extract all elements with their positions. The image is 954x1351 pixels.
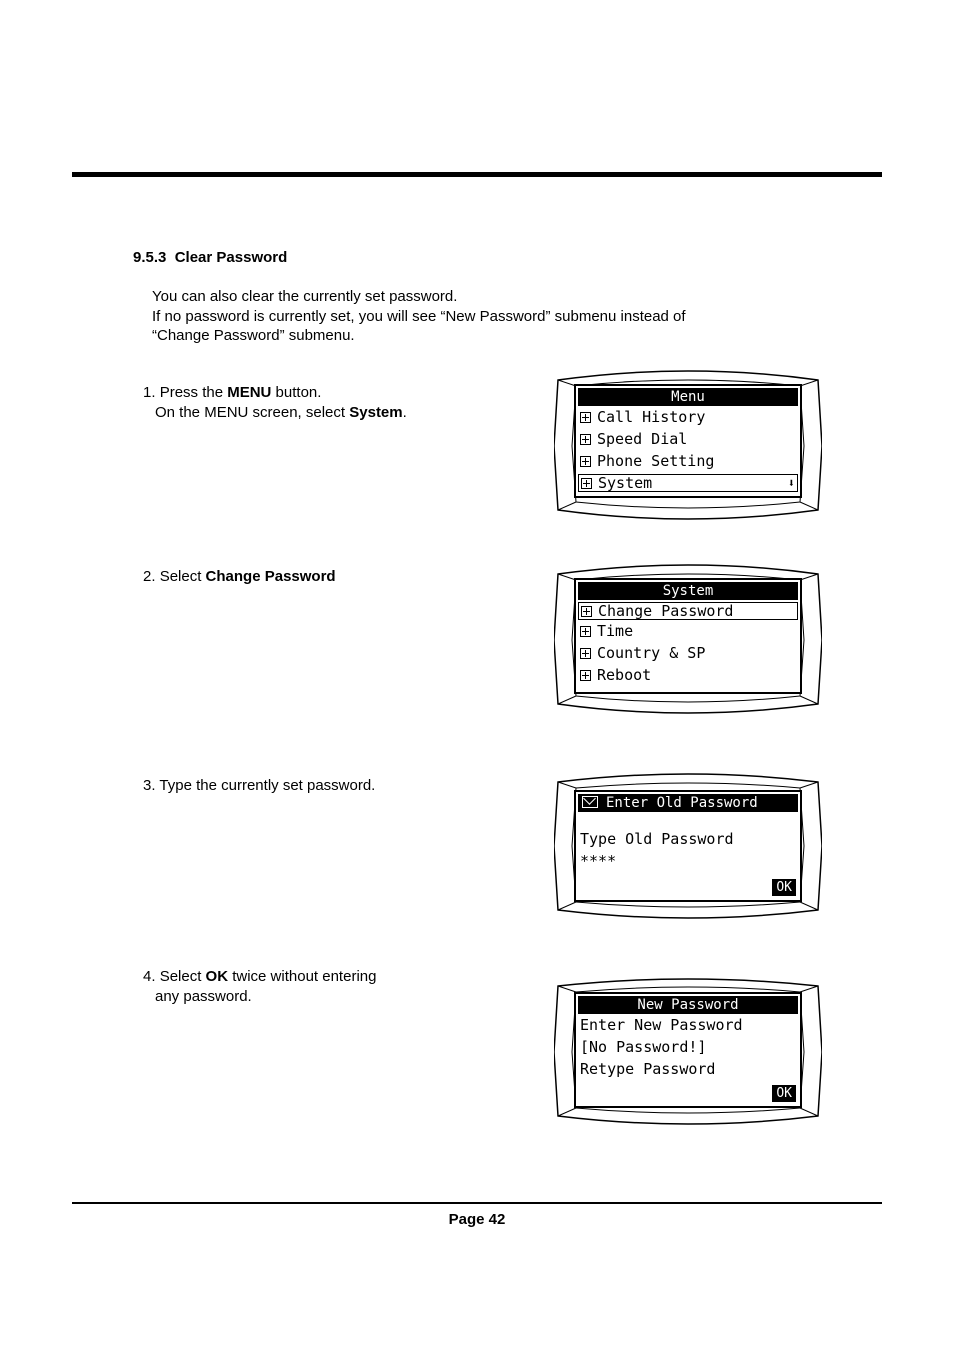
ok-button[interactable]: OK bbox=[772, 1085, 796, 1102]
menu-item-label: Change Password bbox=[598, 602, 734, 620]
menu-item-label: System bbox=[598, 474, 653, 492]
lcd-menu-screen bbox=[554, 366, 822, 522]
lcd-system-screen bbox=[554, 560, 822, 716]
plus-box-icon bbox=[580, 626, 591, 637]
step-key-term: System bbox=[349, 403, 403, 421]
lcd-title: System bbox=[578, 582, 798, 600]
menu-item-label: Time bbox=[597, 622, 634, 640]
step-text: any password. bbox=[155, 987, 252, 1005]
step-3 bbox=[143, 776, 375, 796]
menu-item-phone-setting[interactable] bbox=[578, 450, 798, 472]
step-text: Select bbox=[159, 568, 206, 585]
step-key-term: OK bbox=[205, 968, 229, 985]
step-text: twice without entering bbox=[228, 968, 377, 985]
menu-item-label: Country & SP bbox=[597, 644, 706, 662]
menu-item-time[interactable] bbox=[578, 620, 798, 642]
new-password-prompt: Enter New Password bbox=[580, 1016, 743, 1034]
intro-line: If no password is currently set, you will see “New Password” submenu instead of bbox=[152, 307, 686, 325]
step-2 bbox=[143, 567, 336, 587]
intro-line: “Change Password” submenu. bbox=[152, 327, 355, 344]
step-1 bbox=[143, 383, 407, 422]
menu-item-label: Phone Setting bbox=[597, 452, 715, 470]
section-heading bbox=[133, 249, 287, 266]
lcd-new-password-screen bbox=[554, 976, 822, 1128]
menu-item-country-sp[interactable] bbox=[578, 642, 798, 664]
step-text: On the MENU screen, select bbox=[155, 403, 350, 421]
plus-box-icon bbox=[580, 412, 591, 423]
step-number: 1. bbox=[143, 384, 156, 401]
plus-box-icon bbox=[580, 434, 591, 445]
step-4 bbox=[143, 967, 376, 1006]
lcd-display bbox=[574, 578, 802, 694]
ok-button[interactable]: OK bbox=[772, 879, 796, 896]
retype-password-prompt: Retype Password bbox=[580, 1060, 716, 1078]
step-key-term: MENU bbox=[227, 384, 272, 401]
envelope-icon bbox=[582, 796, 598, 808]
lcd-old-password-screen bbox=[554, 770, 822, 922]
lcd-display bbox=[574, 790, 802, 902]
step-text: . bbox=[402, 403, 407, 421]
step-text: button. bbox=[271, 384, 322, 401]
plus-box-icon bbox=[580, 456, 591, 467]
plus-box-icon bbox=[581, 478, 592, 489]
step-text: Select bbox=[159, 968, 206, 985]
step-text: Type the currently set password. bbox=[159, 777, 376, 794]
header-rule bbox=[72, 172, 882, 177]
plus-box-icon bbox=[581, 606, 592, 617]
step-number: 3. bbox=[143, 777, 156, 794]
lcd-title: Menu bbox=[578, 388, 798, 406]
step-number: 2. bbox=[143, 568, 156, 585]
section-title: Clear Password bbox=[174, 249, 288, 266]
page-number: Page 42 bbox=[448, 1211, 506, 1228]
menu-item-system[interactable] bbox=[578, 474, 798, 492]
menu-item-label: Reboot bbox=[597, 666, 652, 684]
menu-item-reboot[interactable] bbox=[578, 664, 798, 686]
step-text: Press the bbox=[159, 384, 228, 401]
menu-item-label: Speed Dial bbox=[597, 430, 688, 448]
menu-item-speed-dial[interactable] bbox=[578, 428, 798, 450]
step-number: 4. bbox=[143, 968, 156, 985]
lcd-display bbox=[574, 384, 802, 498]
menu-item-change-password[interactable] bbox=[578, 602, 798, 620]
lcd-title-text: Enter Old Password bbox=[606, 795, 758, 811]
menu-item-label: Call History bbox=[597, 408, 706, 426]
lcd-display bbox=[574, 992, 802, 1108]
menu-item-call-history[interactable] bbox=[578, 406, 798, 428]
section-number: 9.5.3 bbox=[133, 249, 167, 266]
no-password-notice: [No Password!] bbox=[580, 1038, 707, 1056]
lcd-title bbox=[578, 794, 798, 812]
lcd-title: New Password bbox=[578, 996, 798, 1014]
password-field[interactable]: **** bbox=[580, 852, 617, 870]
intro-line: You can also clear the currently set password. bbox=[152, 288, 458, 305]
intro-paragraph bbox=[152, 287, 686, 346]
footer-rule bbox=[72, 1202, 882, 1204]
plus-box-icon bbox=[580, 670, 591, 681]
down-arrow-icon: ⬇ bbox=[787, 476, 795, 490]
password-prompt: Type Old Password bbox=[580, 830, 734, 848]
plus-box-icon bbox=[580, 648, 591, 659]
step-key-term: Change Password bbox=[205, 568, 336, 585]
